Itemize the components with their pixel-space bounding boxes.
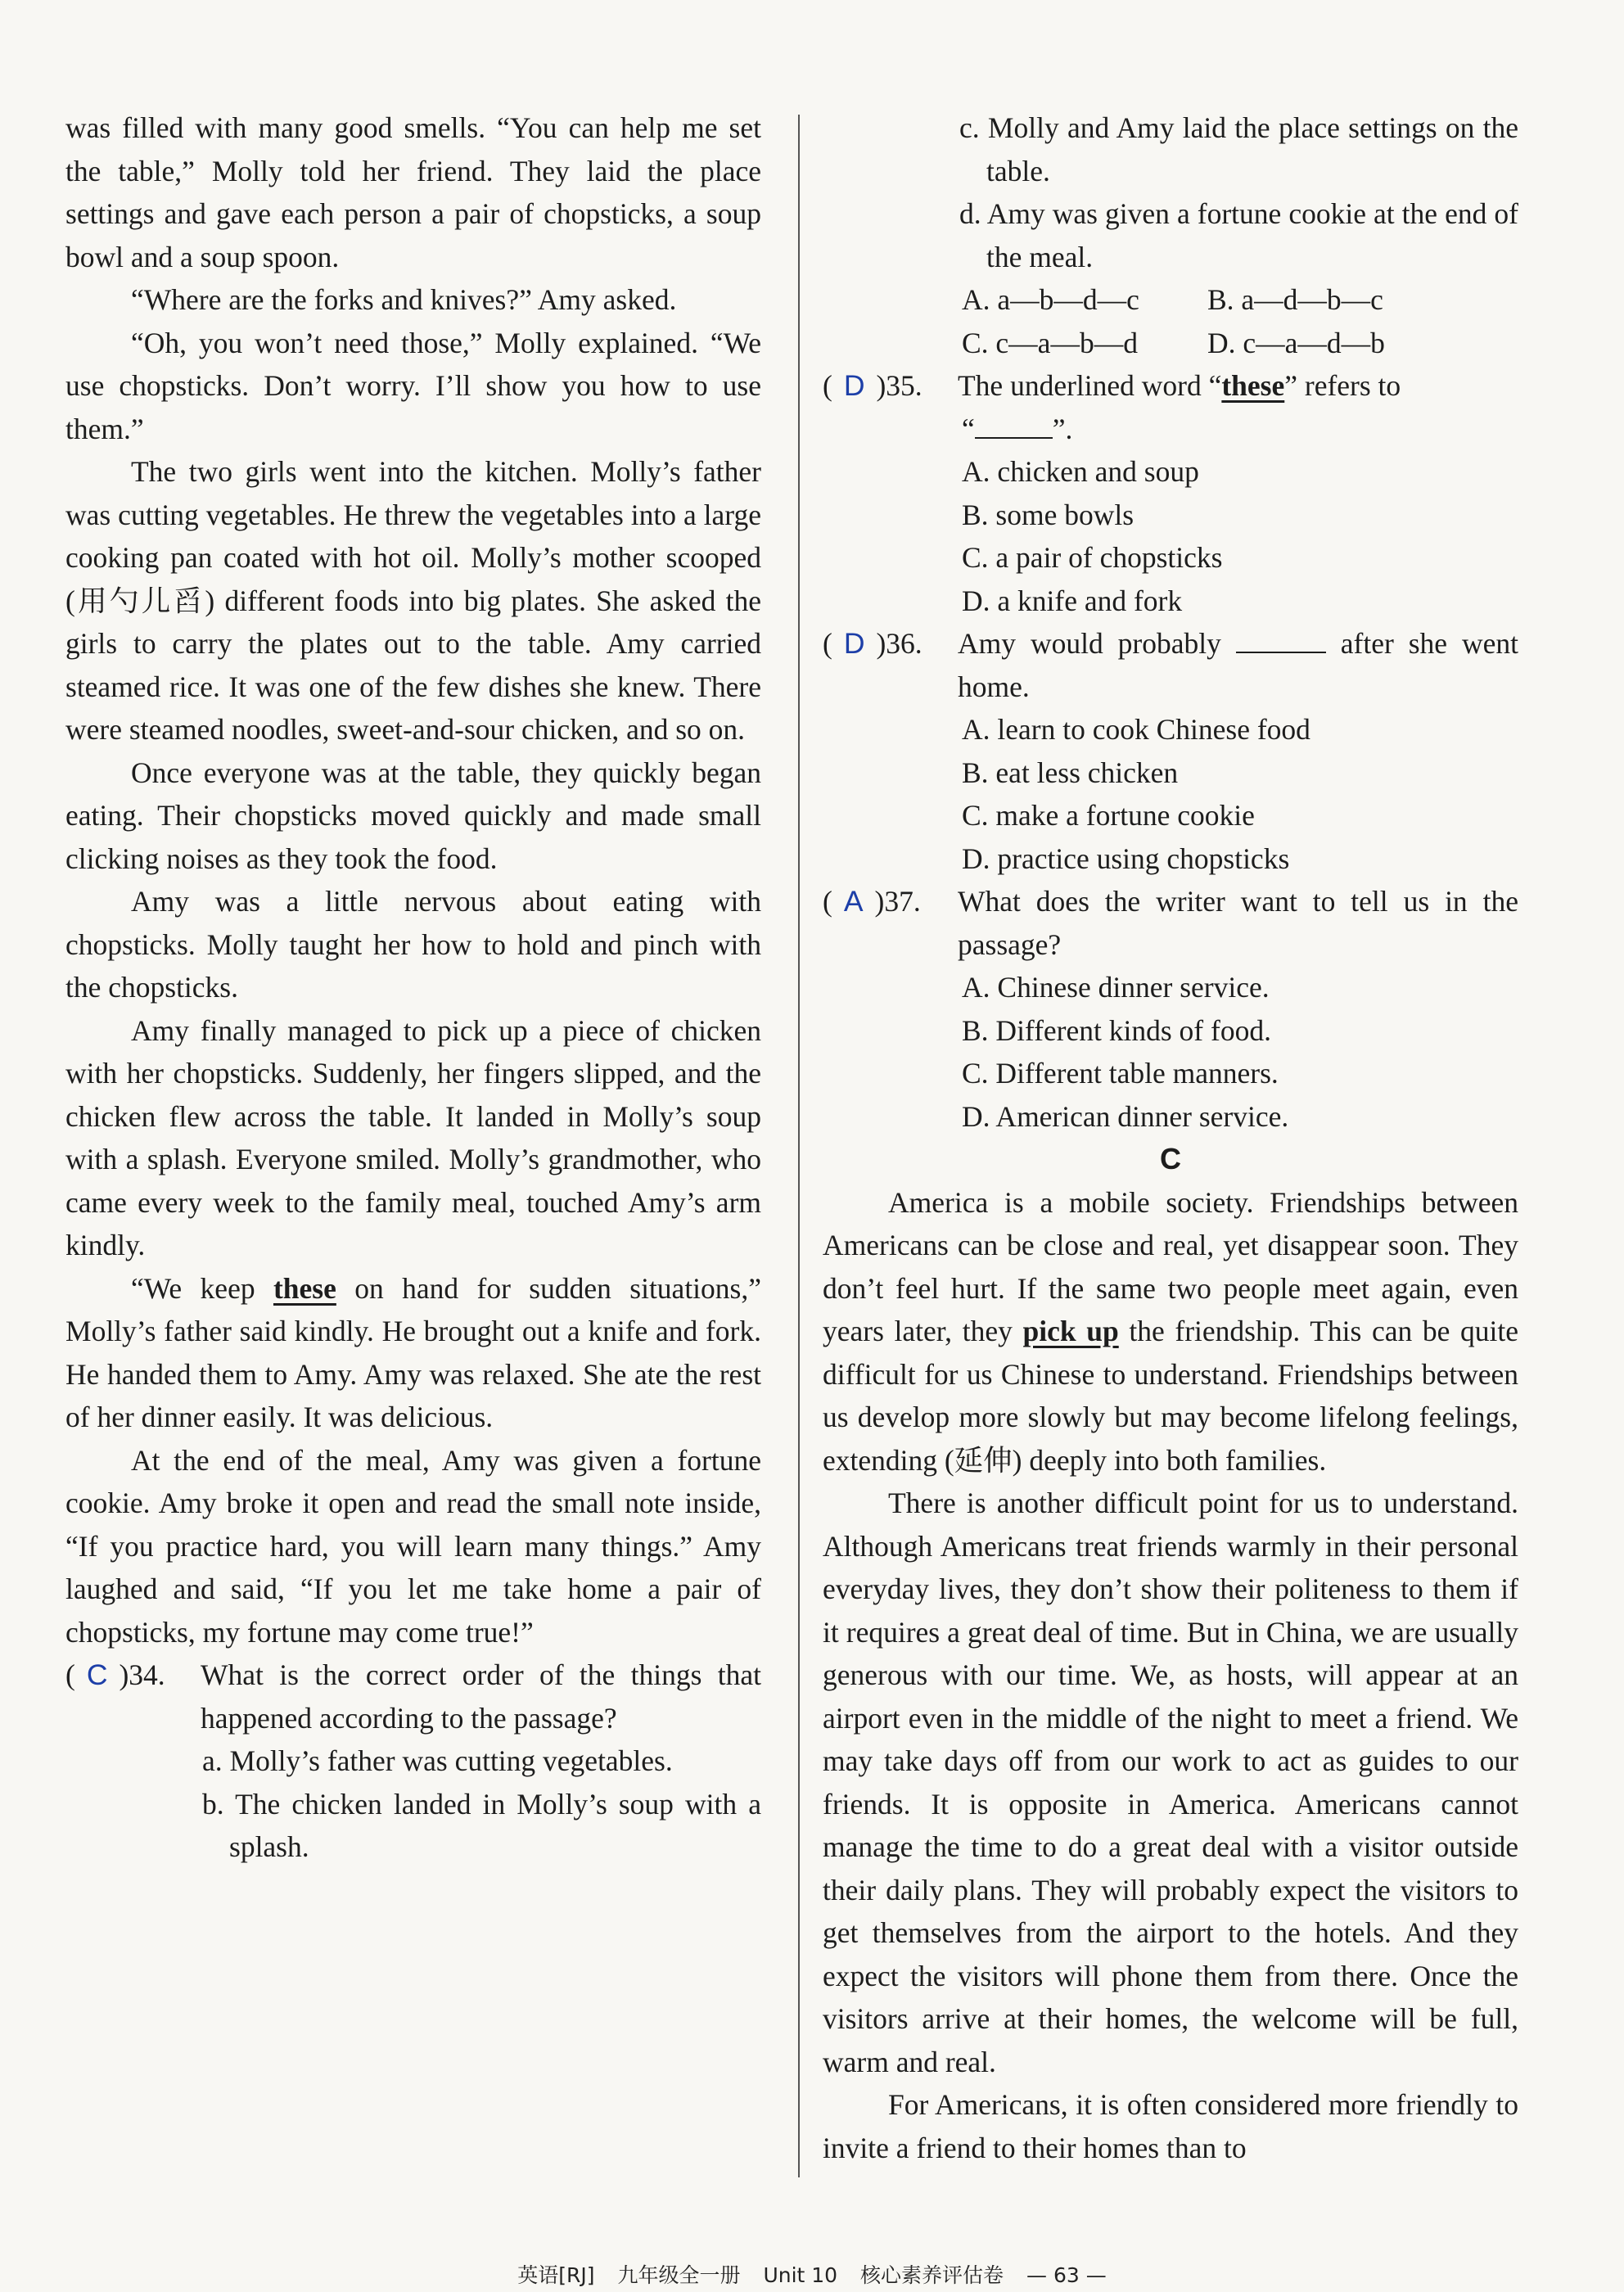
right-column xyxy=(823,106,1518,2169)
option: B. a—d—b—c xyxy=(1207,283,1383,316)
answer-letter: D xyxy=(843,627,865,660)
answer-bracket xyxy=(823,622,958,708)
option: D. a knife and fork xyxy=(962,584,1183,617)
option: B. Different kinds of food. xyxy=(962,1013,1271,1047)
question-34 xyxy=(65,1654,761,1739)
answer-letter: A xyxy=(843,885,864,918)
question-36 xyxy=(823,622,1518,708)
question-stem: What does the writer want to tell us in the passage? xyxy=(958,885,1518,961)
option: C. Different table manners. xyxy=(962,1057,1279,1090)
page-footer xyxy=(0,2259,1624,2289)
text-fragment: after she went home. xyxy=(958,627,1518,703)
blank-line xyxy=(962,408,1518,451)
answer-letter: C xyxy=(86,1658,108,1691)
question-stem: What is the correct order of the things that happened according to the passage? xyxy=(201,1658,761,1735)
passage-paragraph: “Oh, you won’t need those,” Molly explained. “We use chopsticks. Don’t worry. I’ll show you how to use them.” xyxy=(65,326,761,445)
passage-paragraph: There is another difficult point for us to understand. Although Americans treat friends warmly in their personal everyday lives, they don’t show their politeness to them if it requires a great deal of time. But in China, we are usually generous with our time. We, as hosts, will appear at an airport even in the middle of the night to meet a friend. We may take days off from our work to act as guides to our friends. It is opposite in America. Americans cannot manage the time to do a great deal with a visitor outside their daily plans. They will probably expect the visitors to get themselves from the airport to the hotels. And they expect the visitors will phone them from there. Once the visitors arrive at their homes, the welcome will be full, warm and real. xyxy=(823,1487,1518,2078)
text-fragment: the friendship. This can be quite difficult for us Chinese to understand. Friendships between us develop more slowly but may become lifelong feelings, extending (延伸) deeply into both families. xyxy=(823,1315,1518,1477)
event-item: d. Amy was given a fortune cookie at the end of the meal. xyxy=(959,197,1518,273)
event-item: b. The chicken landed in Molly’s soup with a splash. xyxy=(202,1787,761,1863)
answer-letter: D xyxy=(843,369,865,402)
column-divider xyxy=(798,115,800,2177)
text-fragment: on hand for sudden situations,” Molly’s father said kindly. He brought out a knife and fork. He handed them to Amy. Amy was relaxed. She ate the rest of her dinner easily. It was delicious. xyxy=(65,1271,761,1433)
option: A. Chinese dinner service. xyxy=(962,971,1270,1004)
underlined-word: pick up xyxy=(1022,1315,1119,1347)
text-fragment: The underlined word “ xyxy=(958,369,1222,402)
question-stem xyxy=(958,364,1518,408)
underlined-word: these xyxy=(273,1271,336,1305)
bracket-close: ) xyxy=(874,885,885,918)
passage-paragraph: The two girls went into the kitchen. Molly’s father was cutting vegetables. He threw the vegetables into a large cooking pan coated with hot oil. Molly’s mother scooped (用勺儿舀) different foods into big plates. She asked the girls to carry the plates out to the table. Amy carried steamed rice. It was one of the few dishes she knew. There were steamed noodles, sweet-and-sour chicken, and so on. xyxy=(65,455,761,746)
page-number: — 63 — xyxy=(1026,2263,1107,2287)
answer-bracket xyxy=(823,364,958,408)
text-fragment: “We keep xyxy=(131,1271,273,1305)
bracket-close: ) xyxy=(876,627,886,660)
question-number: 34. xyxy=(129,1658,165,1691)
question-stem xyxy=(958,622,1518,708)
passage-paragraph: Amy was a little nervous about eating with chopsticks. Molly taught her how to hold and pinch with the chopsticks. xyxy=(65,885,761,1004)
passage-paragraph xyxy=(823,1181,1518,1482)
text-fragment: America is a mobile society. Friendships between Americans can be close and real, yet disappear soon. They don’t feel hurt. If the same two people meet again, even years later, they xyxy=(823,1185,1518,1347)
option: D. c—a—d—b xyxy=(1207,326,1385,359)
option: C. make a fortune cookie xyxy=(962,799,1255,832)
option: D. American dinner service. xyxy=(962,1099,1289,1133)
option: A. learn to cook Chinese food xyxy=(962,713,1310,746)
quote-mark: ”. xyxy=(1052,412,1073,445)
option: B. eat less chicken xyxy=(962,756,1179,789)
question-number: 35. xyxy=(886,369,923,402)
text-fragment: ” refers to xyxy=(1284,369,1401,402)
passage-paragraph: For Americans, it is often considered more friendly to invite a friend to their homes than to xyxy=(823,2088,1518,2164)
option: A. a—b—d—c xyxy=(962,283,1139,316)
option-row xyxy=(962,322,1518,365)
passage-paragraph: “Where are the forks and knives?” Amy asked. xyxy=(131,283,677,316)
option: D. practice using chopsticks xyxy=(962,841,1290,875)
answer-bracket xyxy=(65,1654,201,1739)
answer-bracket xyxy=(823,880,958,966)
bracket-close: ) xyxy=(876,369,886,402)
bracket-open: ( xyxy=(823,885,832,918)
passage-paragraph: Amy finally managed to pick up a piece of chicken with her chopsticks. Suddenly, her fingers slipped, and the chicken flew across the table. It landed in Molly’s soup with a splash. Everyone smiled. Molly’s grandmother, who came every week to the family meal, touched Amy’s arm kindly. xyxy=(65,1013,761,1261)
option: C. c—a—b—d xyxy=(962,326,1138,359)
quote-mark: “ xyxy=(962,412,975,445)
text-fragment: Amy would probably xyxy=(958,627,1221,660)
left-column xyxy=(65,106,761,1869)
underlined-word: these xyxy=(1221,369,1285,402)
footer-unit: Unit 10 xyxy=(763,2263,838,2287)
option-row xyxy=(962,278,1518,322)
option: C. a pair of chopsticks xyxy=(962,541,1223,574)
answer-blank xyxy=(1236,627,1326,653)
footer-grade: 九年级全一册 xyxy=(617,2263,741,2287)
passage-paragraph: Once everyone was at the table, they quickly began eating. Their chopsticks moved quickly and made small clicking noises as they took the food. xyxy=(65,756,761,875)
section-heading: C xyxy=(1160,1142,1181,1175)
bracket-open: ( xyxy=(823,369,832,402)
question-number: 37. xyxy=(884,885,921,918)
bracket-open: ( xyxy=(65,1658,75,1691)
question-35 xyxy=(823,364,1518,408)
option: A. chicken and soup xyxy=(962,455,1199,488)
passage-paragraph: was filled with many good smells. “You can help me set the table,” Molly told her friend. They laid the place settings and gave each person a pair of chopsticks, a soup bowl and a soup spoon. xyxy=(65,111,761,273)
option: B. some bowls xyxy=(962,498,1135,531)
answer-blank xyxy=(975,413,1053,439)
event-item: c. Molly and Amy laid the place settings on the table. xyxy=(959,111,1518,187)
passage-paragraph: At the end of the meal, Amy was given a fortune cookie. Amy broke it open and read the small note inside, “If you practice hard, you will learn many things.” Amy laughed and said, “If you let me take home a pair of chopsticks, my fortune may come true!” xyxy=(65,1443,761,1649)
passage-paragraph xyxy=(65,1267,761,1439)
footer-paper: 核心素养评估卷 xyxy=(860,2263,1004,2287)
footer-subject: 英语[RJ] xyxy=(517,2263,595,2287)
event-item: a. Molly’s father was cutting vegetables. xyxy=(202,1744,673,1777)
question-number: 36. xyxy=(886,627,923,660)
question-37 xyxy=(823,880,1518,966)
bracket-open: ( xyxy=(823,627,832,660)
bracket-close: ) xyxy=(119,1658,129,1691)
